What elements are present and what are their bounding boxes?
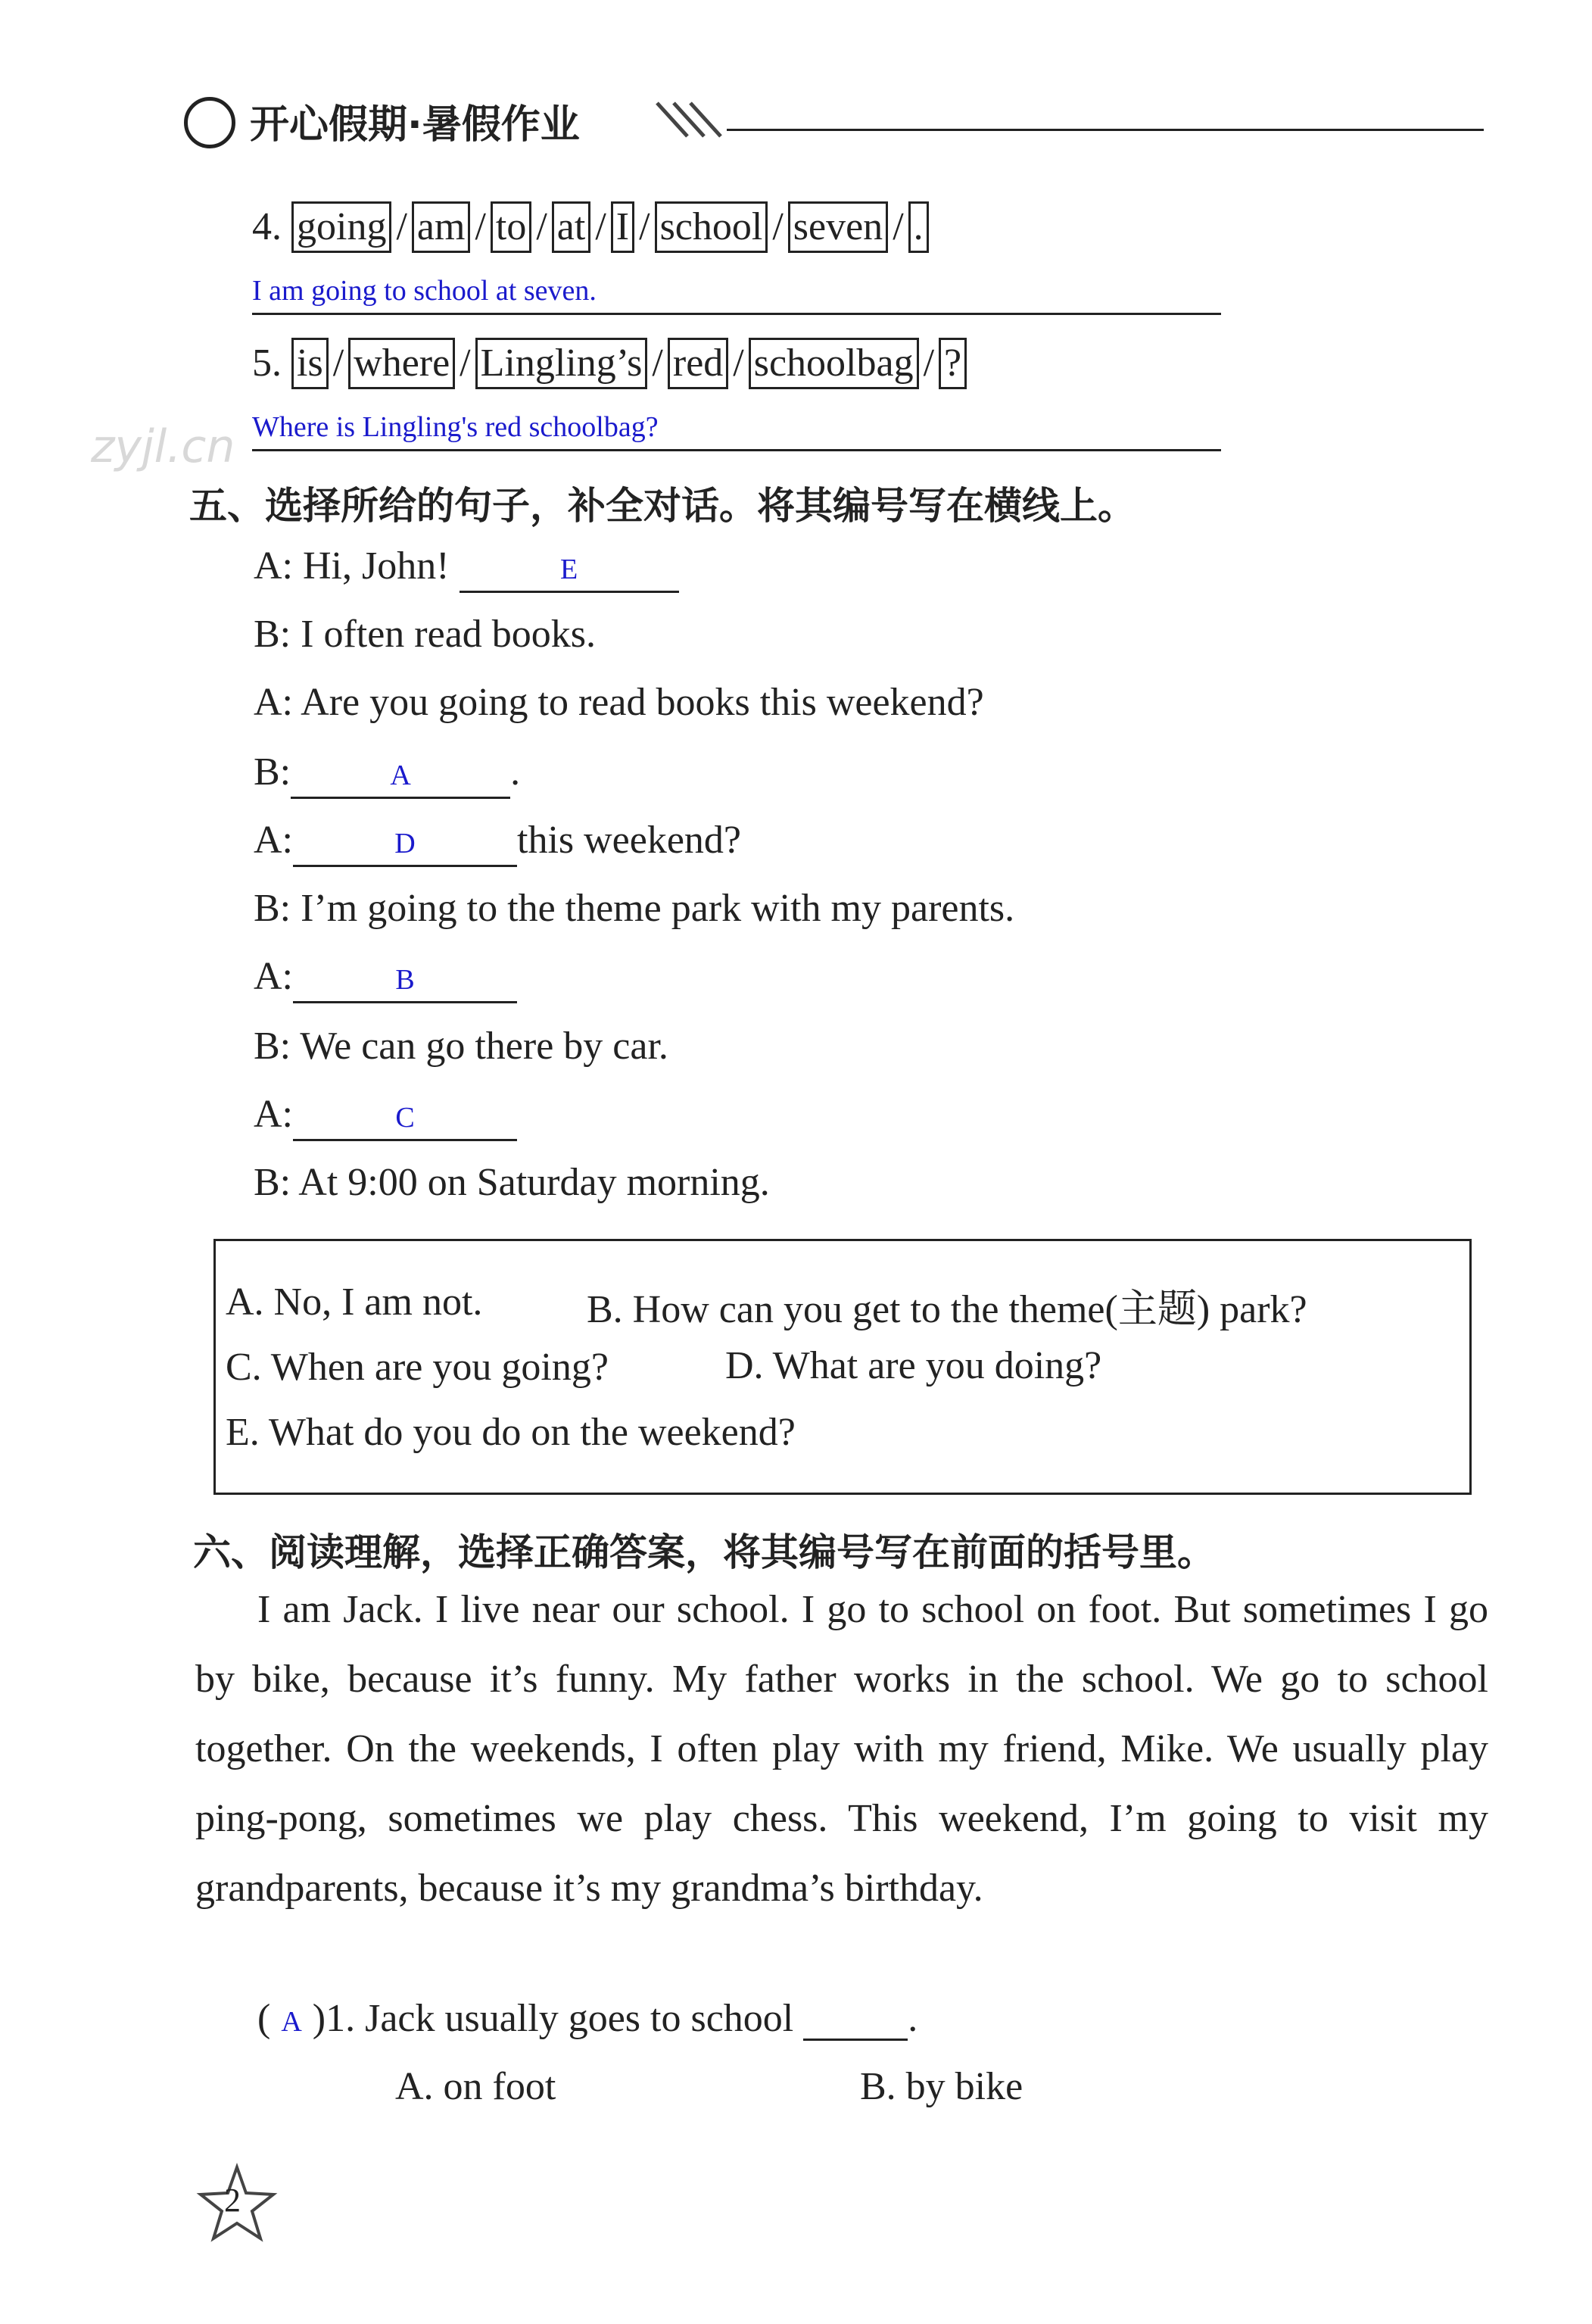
watermark: zyjl.cn bbox=[91, 420, 235, 473]
dialogue-line: A: C bbox=[254, 1092, 517, 1141]
header-slash-icon bbox=[651, 97, 734, 142]
q1-answer[interactable]: A bbox=[281, 2006, 302, 2038]
q5-word: schoolbag bbox=[749, 338, 919, 389]
q4-number: 4. bbox=[252, 205, 282, 248]
header-title: 开心假期·暑假作业 bbox=[250, 102, 580, 148]
option-b: B. How can you get to the theme(主题) park? bbox=[587, 1288, 1307, 1331]
q5-answer: Where is Lingling's red schoolbag? bbox=[252, 411, 659, 443]
dialogue-line: A: B bbox=[254, 954, 517, 1003]
section6-title: 六、阅读理解，选择正确答案，将其编号写在前面的括号里。 bbox=[193, 1530, 1215, 1574]
dialogue-blank[interactable]: B bbox=[293, 954, 517, 1003]
section5-title: 五、选择所给的句子，补全对话。将其编号写在横线上。 bbox=[189, 484, 1136, 528]
dialogue-line: B: A . bbox=[254, 750, 520, 799]
q4-word: going bbox=[291, 201, 391, 253]
option-c: C. When are you going? bbox=[226, 1346, 609, 1389]
dialogue-blank[interactable]: E bbox=[460, 544, 679, 593]
dialogue-line: B: I’m going to the theme park with my parents. bbox=[254, 887, 1015, 930]
header-circle-icon bbox=[184, 97, 235, 148]
q4-word: . bbox=[908, 201, 929, 253]
q5-word: Lingling’s bbox=[475, 338, 648, 389]
q4-word: at bbox=[552, 201, 591, 253]
page-number: 2 bbox=[224, 2182, 241, 2219]
header-rule bbox=[727, 129, 1484, 131]
q5-word: red bbox=[668, 338, 728, 389]
dialogue-line: A: Are you going to read books this weekend? bbox=[254, 681, 984, 724]
dialogue-line: A: Hi, John! E bbox=[254, 544, 679, 593]
q5-word: where bbox=[348, 338, 455, 389]
dialogue-blank[interactable]: D bbox=[293, 818, 517, 867]
q4-answer-line bbox=[252, 313, 1221, 315]
q4-word: I bbox=[611, 201, 634, 253]
dialogue-line: B: We can go there by car. bbox=[254, 1025, 668, 1068]
q1-option-b: B. by bike bbox=[860, 2065, 1023, 2108]
dialogue-line: A: D this weekend? bbox=[254, 818, 741, 867]
dialogue-line: B: At 9:00 on Saturday morning. bbox=[254, 1161, 770, 1204]
dialogue-blank[interactable]: C bbox=[293, 1092, 517, 1141]
option-e: E. What do you do on the weekend? bbox=[226, 1411, 796, 1454]
dialogue-blank[interactable]: A bbox=[291, 750, 510, 799]
q1-option-a: A. on foot bbox=[395, 2065, 556, 2108]
q5-number: 5. bbox=[252, 342, 282, 385]
reading-question-1: ( A )1. Jack usually goes to school . bbox=[257, 1997, 918, 2040]
q5-row: 5. is / where / Lingling’s / red / schoolbag / ? bbox=[252, 338, 967, 389]
q1-blank[interactable] bbox=[803, 1996, 908, 2041]
q4-word: am bbox=[412, 201, 471, 253]
reading-passage: I am Jack. I live near our school. I go to school on foot. But sometimes I go by bike, because it’s funny. My father works in the school. We go to school together. On the weekends, I often play with my friend, Mike. We usually play ping-pong, sometimes we play chess. This weekend, I’m going to visit my grandparents, because it’s my grandma’s birthday. bbox=[195, 1588, 1488, 1910]
q5-word: ? bbox=[939, 338, 967, 389]
dialogue-line: B: I often read books. bbox=[254, 613, 597, 656]
option-a: A. No, I am not. bbox=[226, 1281, 483, 1324]
q4-row: 4. going / am / to / at / I / school / seven / . bbox=[252, 201, 929, 253]
q4-word: to bbox=[491, 201, 531, 253]
option-d: D. What are you doing? bbox=[725, 1344, 1102, 1387]
q4-answer: I am going to school at seven. bbox=[252, 275, 597, 307]
q4-word: school bbox=[655, 201, 768, 253]
q5-word: is bbox=[291, 338, 329, 389]
q4-word: seven bbox=[788, 201, 888, 253]
q5-answer-line bbox=[252, 449, 1221, 451]
